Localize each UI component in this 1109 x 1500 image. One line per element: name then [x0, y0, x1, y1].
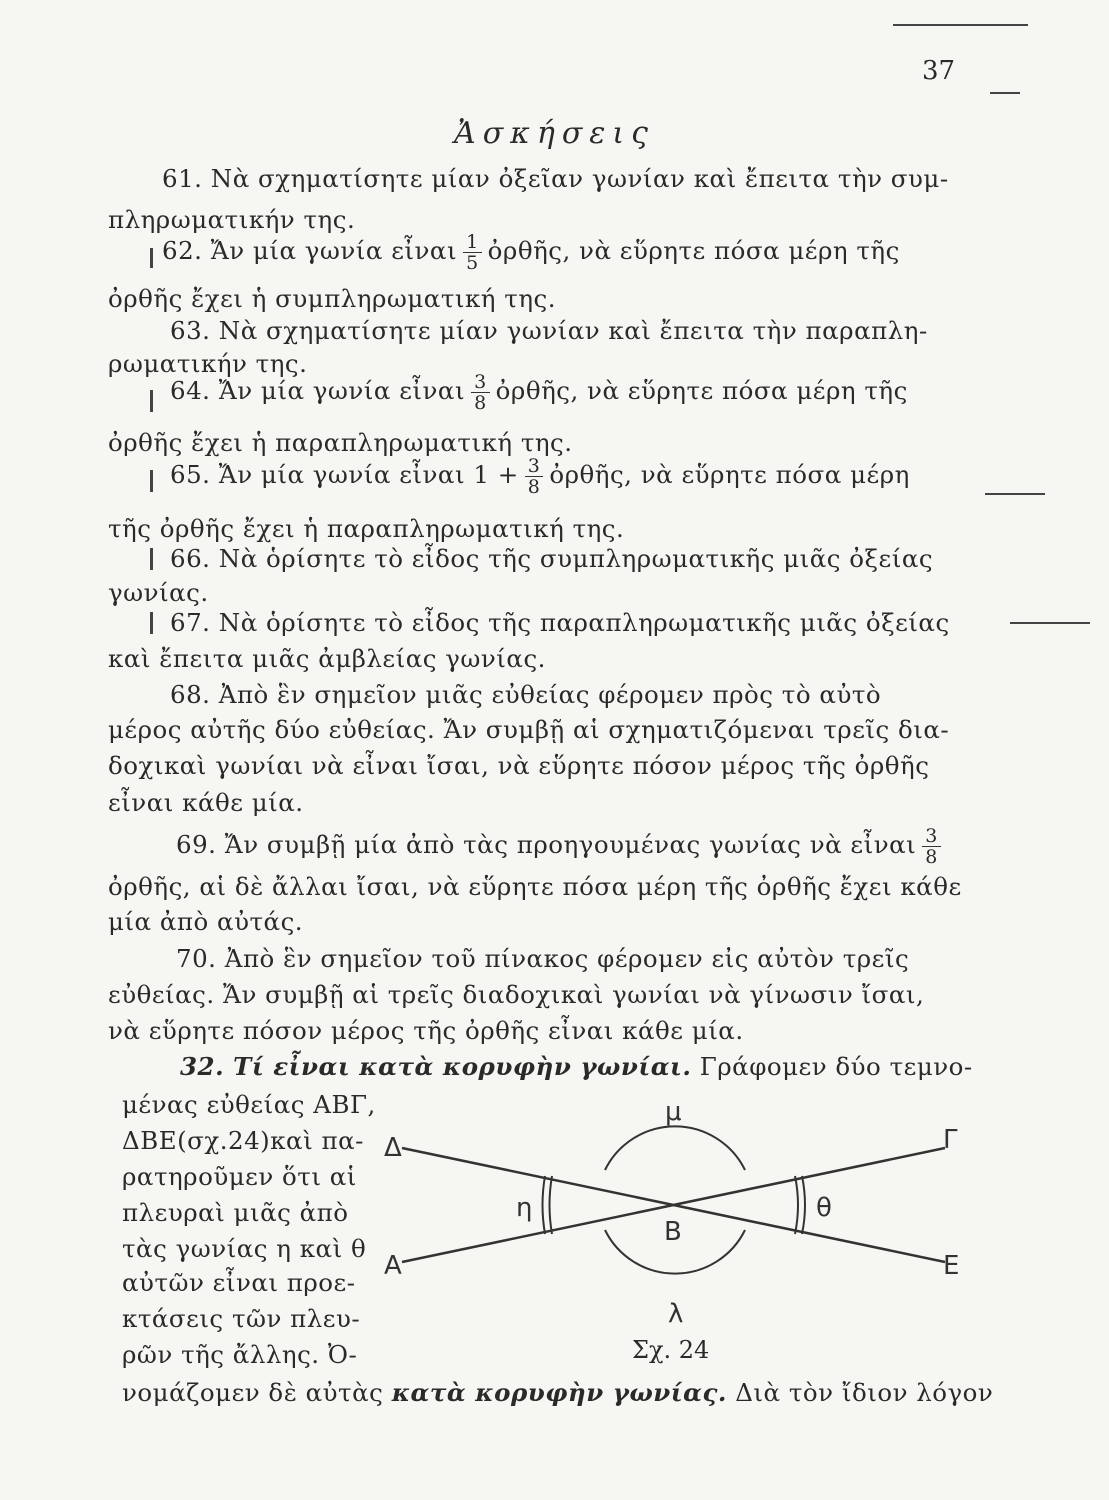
exercise-64-line-2: ὀρθῆς ἔχει ἡ παραπληρωματική της. [108, 428, 573, 457]
label-eta: η [516, 1193, 533, 1223]
pencil-mark [150, 390, 153, 412]
arc-mu [605, 1126, 745, 1170]
wrap-line-7: κτάσεις τῶν πλευ- [122, 1304, 361, 1333]
exercise-69-line-3: μία ἀπὸ αὐτάς. [108, 907, 304, 936]
exercise-68-line-3: δοχικαὶ γωνίαι νὰ εἶναι ἴσαι, νὰ εὕρητε πόσον μέρος τῆς ὀρθῆς [108, 751, 930, 780]
exercise-69-line-2: ὀρθῆς, αἱ δὲ ἄλλαι ἴσαι, νὰ εὕρητε πόσα μέρη τῆς ὀρθῆς ἔχει κάθε [108, 872, 962, 901]
margin-mark [985, 493, 1045, 495]
wrap-line-8: ρῶν τῆς ἄλλης. Ὀ- [122, 1340, 358, 1369]
pencil-mark [150, 248, 153, 268]
exercise-63-line-2: ρωματικήν της. [108, 349, 308, 378]
label-delta: Δ [384, 1133, 402, 1163]
margin-rule [893, 24, 1028, 26]
label-alpha: Α [384, 1251, 402, 1281]
label-epsilon: Ε [943, 1251, 960, 1281]
last-line: νομάζομεν δὲ αὐτὰς κατὰ κορυφὴν γωνίας. Διὰ τὸν ἴδιον λόγον [122, 1378, 994, 1407]
exercise-67-line-2: καὶ ἔπειτα μιᾶς ἀμβλείας γωνίας. [108, 644, 546, 673]
fraction-3-8: $\frac{3}{8}$ [922, 826, 941, 867]
exercise-62-line-2: ὀρθῆς ἔχει ἡ συμπληρωματική της. [108, 284, 557, 313]
pencil-mark [150, 548, 153, 570]
label-lambda: λ [668, 1299, 684, 1329]
wrap-line-5: τὰς γωνίας η καὶ θ [122, 1234, 367, 1263]
wrap-line-6: αὐτῶν εἶναι προε- [122, 1268, 356, 1297]
page-number: 37 [922, 56, 956, 86]
exercise-61-line-2: πληρωματικήν της. [108, 205, 356, 234]
exercise-67-line-1: 67. Νὰ ὁρίσητε τὸ εἶδος τῆς παραπληρωματικῆς μιᾶς ὀξείας [170, 608, 950, 637]
arc-theta [795, 1176, 798, 1234]
exercise-62-line-1: 62. Ἄν μία γωνία εἶναι $\frac{1}{5}$ ὀρθῆς, νὰ εὕρητε πόσα μέρη τῆς [162, 231, 900, 274]
fraction-1-5: $\frac{1}{5}$ [463, 232, 482, 273]
exercise-70-line-1: 70. Ἀπὸ ἓν σημεῖον τοῦ πίνακος φέρομεν εἰς αὐτὸν τρεῖς [176, 944, 910, 973]
margin-mark [990, 92, 1020, 94]
exercise-63-line-1: 63. Νὰ σχηματίσητε μίαν γωνίαν καὶ ἔπειτα τὴν παραπλη- [170, 316, 928, 345]
exercise-68-line-2: μέρος αὐτῆς δύο εὐθείας. Ἄν συμβῇ αἱ σχηματιζόμεναι τρεῖς δια- [108, 715, 950, 744]
exercise-68-line-4: εἶναι κάθε μία. [108, 788, 304, 817]
exercise-65-line-2: τῆς ὀρθῆς ἔχει ἡ παραπληρωματική της. [108, 514, 625, 543]
arc-eta [543, 1176, 546, 1234]
exercise-66-line-2: γωνίας. [108, 578, 209, 607]
exercise-70-line-2: εὐθείας. Ἄν συμβῇ αἱ τρεῖς διαδοχικαὶ γωνίαι νὰ γίνωσιν ἴσαι, [108, 980, 925, 1009]
wrap-line-3: ρατηροῦμεν ὅτι αἱ [122, 1162, 357, 1191]
label-gamma: Γ [943, 1125, 958, 1155]
wrap-line-2: ΔΒΕ(σχ.24)καὶ πα- [122, 1126, 364, 1155]
wrap-line-4: πλευραὶ μιᾶς ἀπὸ [122, 1198, 349, 1227]
arc-theta-inner [802, 1176, 805, 1234]
exercise-70-line-3: νὰ εὕρητε πόσον μέρος τῆς ὀρθῆς εἶναι κάθε μία. [108, 1016, 744, 1045]
figure-24-diagram [380, 1090, 980, 1330]
exercise-64-line-1: 64. Ἄν μία γωνία εἶναι $\frac{3}{8}$ ὀρθῆς, νὰ εὕρητε πόσα μέρη τῆς [170, 371, 908, 414]
exercise-65-line-1: 65. Ἄν μία γωνία εἶναι 1 + $\frac{3}{8}$ ὀρθῆς, νὰ εὕρητε πόσα μέρη [170, 455, 910, 498]
pencil-mark [150, 470, 153, 492]
exercise-69-line-1: 69. Ἄν συμβῇ μία ἀπὸ τὰς προηγουμένας γωνίας νὰ εἶναι $\frac{3}{8}$ [176, 826, 947, 867]
label-theta: θ [816, 1193, 832, 1223]
wrap-line-1: μένας εὐθείας ΑΒΓ, [122, 1090, 376, 1119]
fraction-3-8: $\frac{3}{8}$ [471, 372, 490, 413]
arc-eta-inner [550, 1176, 553, 1234]
section-heading: Ἀσκήσεις [454, 116, 655, 151]
exercise-66-line-1: 66. Νὰ ὁρίσητε τὸ εἶδος τῆς συμπληρωματικῆς μιᾶς ὀξείας [170, 544, 934, 573]
section-32-title: 32. Τί εἶναι κατὰ κορυφὴν γωνίαι. [180, 1052, 692, 1081]
figure-caption: Σχ. 24 [632, 1336, 710, 1364]
label-mu: μ [665, 1097, 682, 1127]
margin-mark [1010, 622, 1090, 624]
exercise-68-line-1: 68. Ἀπὸ ἓν σημεῖον μιᾶς εὐθείας φέρομεν πρὸς τὸ αὐτὸ [170, 680, 882, 709]
fraction-3-8: $\frac{3}{8}$ [525, 456, 544, 497]
exercise-61-line-1: 61. Νὰ σχηματίσητε μίαν ὀξεῖαν γωνίαν καὶ ἔπειτα τὴν συμ- [162, 164, 949, 193]
pencil-mark [150, 612, 153, 634]
label-b: Β [664, 1217, 682, 1247]
section-32-heading-line: 32. Τί εἶναι κατὰ κορυφὴν γωνίαι. Γράφομεν δύο τεμνο- [180, 1052, 973, 1081]
